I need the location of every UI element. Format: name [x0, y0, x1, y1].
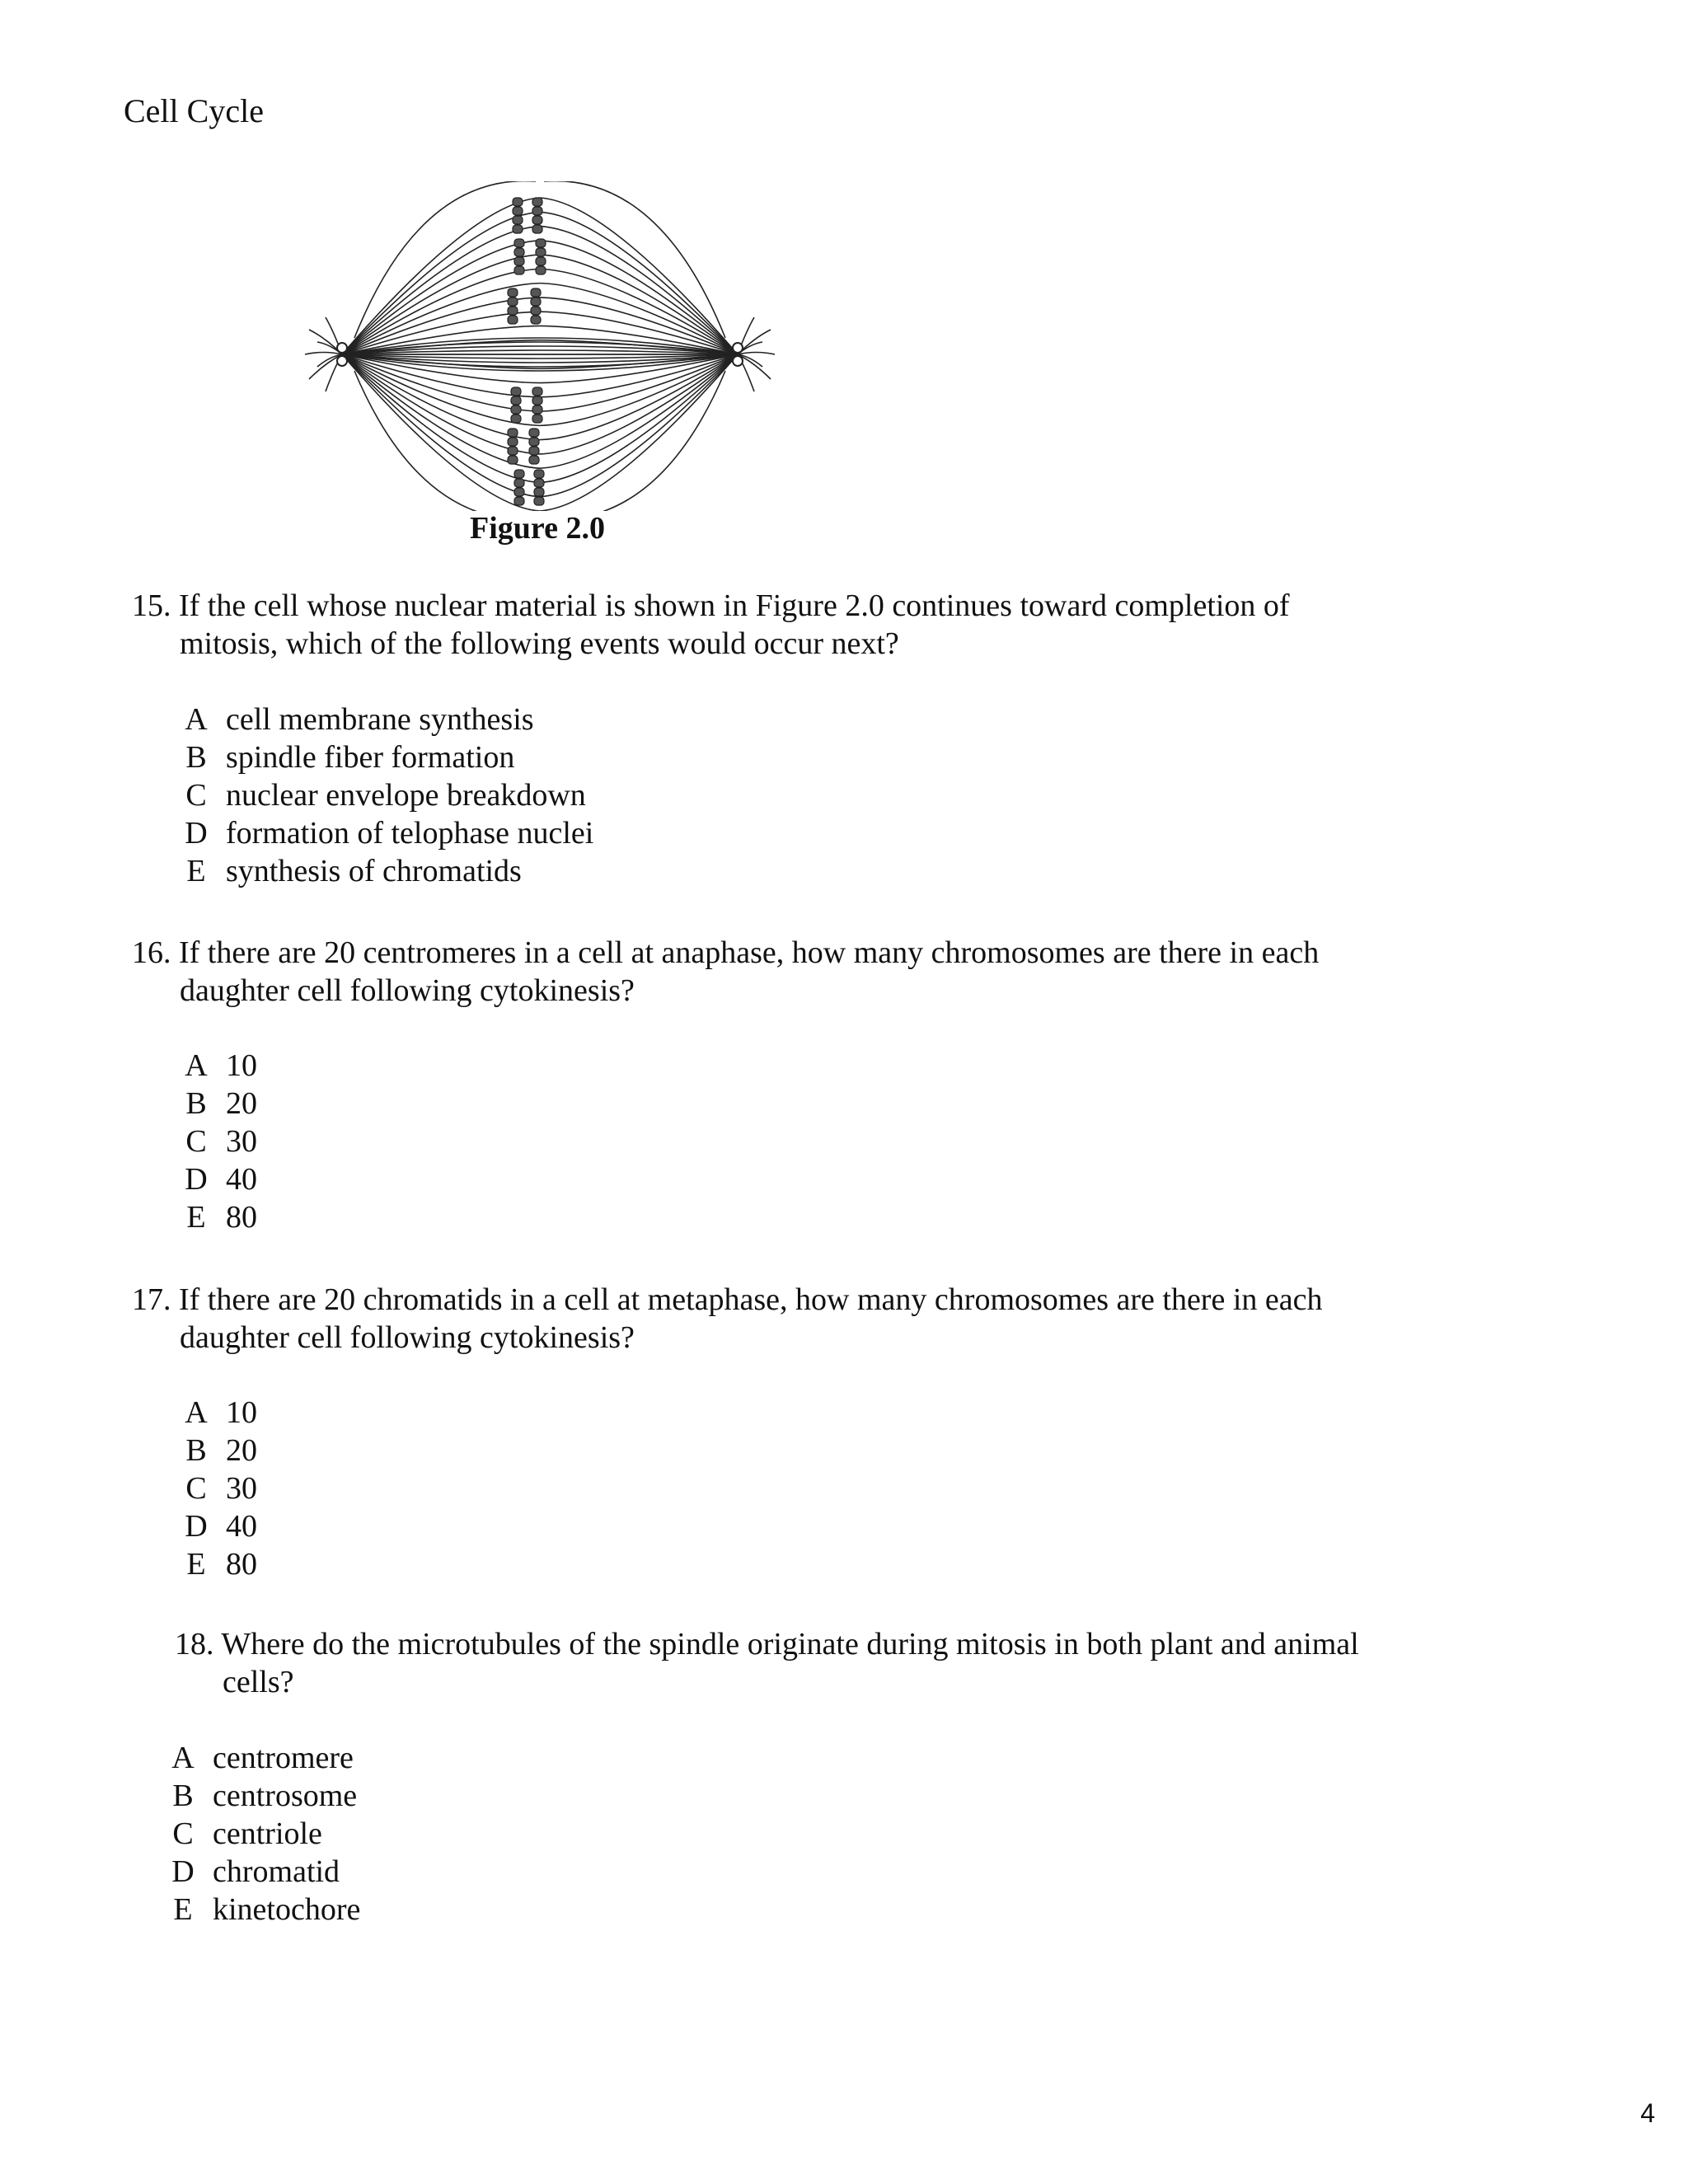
question-17	[132, 1281, 1322, 1357]
option-e[interactable]	[171, 1545, 257, 1583]
option-text: 40	[226, 1162, 257, 1197]
chromosome-segment	[532, 405, 542, 414]
chromosome-segment	[532, 387, 542, 396]
chromosome-segment	[534, 470, 544, 478]
chromosome-segment	[532, 396, 542, 405]
option-letter: B	[185, 1086, 207, 1121]
option-text: 10	[226, 1048, 257, 1083]
chromosome-segment	[508, 447, 518, 455]
chromosome-segment	[536, 239, 546, 247]
chromosome-segment	[514, 470, 524, 478]
option-text: 30	[226, 1124, 257, 1159]
spindle-fiber	[540, 354, 738, 425]
option-a[interactable]	[171, 1047, 257, 1085]
option-text: kinetochore	[213, 1892, 361, 1927]
option-letter: C	[185, 778, 207, 813]
option-letter: D	[185, 1509, 208, 1544]
options-18	[158, 1739, 360, 1929]
option-d[interactable]	[171, 814, 593, 852]
chromosome-segment	[532, 225, 542, 233]
spindle-fiber	[540, 241, 738, 354]
chromosome-segment	[513, 216, 523, 224]
question-number: 17.	[132, 1282, 171, 1317]
option-e[interactable]	[158, 1891, 360, 1929]
option-b[interactable]	[171, 1432, 257, 1469]
option-letter: A	[171, 1741, 195, 1775]
question-text-line: mitosis, which of the following events would occur next?	[180, 626, 899, 661]
chromosome-segment	[536, 248, 546, 256]
chromosome-segment	[508, 429, 518, 437]
chromosome-segment	[511, 415, 521, 423]
option-letter: B	[185, 740, 207, 775]
option-letter: C	[185, 1471, 207, 1506]
options-15	[171, 701, 593, 890]
options-17	[171, 1394, 257, 1583]
options-16	[171, 1047, 257, 1236]
option-text: formation of telophase nuclei	[226, 816, 594, 851]
option-e[interactable]	[171, 1198, 257, 1236]
chromosome-segment	[508, 288, 518, 297]
figure-caption: Figure 2.0	[470, 511, 605, 546]
option-text: spindle fiber formation	[226, 740, 515, 775]
option-e[interactable]	[171, 852, 593, 890]
option-c[interactable]	[171, 1122, 257, 1160]
spindle-fiber	[540, 354, 738, 468]
question-text-line: cells?	[223, 1665, 294, 1699]
figure-mitotic-spindle	[297, 181, 775, 511]
option-letter: E	[173, 1892, 193, 1927]
chromosome-segment	[529, 447, 539, 455]
option-text: 80	[226, 1200, 257, 1235]
spindle-fiber	[342, 354, 540, 425]
chromosome-segment	[532, 198, 542, 206]
chromosome-segment	[508, 456, 518, 464]
chromosome-segment	[534, 479, 544, 487]
option-text: centriole	[213, 1816, 322, 1851]
chromosome-segment	[514, 257, 524, 265]
chromosome-segment	[511, 396, 521, 405]
option-c[interactable]	[171, 1469, 257, 1507]
question-18	[175, 1625, 1359, 1701]
page-number: 4	[1640, 2098, 1655, 2128]
option-c[interactable]	[171, 776, 593, 814]
chromosome-segment	[514, 239, 524, 247]
option-text: 40	[226, 1509, 257, 1544]
chromosome-segment	[514, 479, 524, 487]
chromosome-segment	[529, 429, 539, 437]
question-number: 15.	[132, 588, 171, 623]
option-text: synthesis of chromatids	[226, 854, 522, 888]
chromosome-segment	[514, 497, 524, 505]
chromosome-segment	[514, 248, 524, 256]
option-letter: C	[172, 1816, 194, 1851]
option-b[interactable]	[158, 1777, 360, 1815]
question-number: 18.	[175, 1627, 214, 1661]
spindle-fiber	[540, 284, 738, 354]
option-text: 20	[226, 1086, 257, 1121]
option-letter: A	[185, 702, 208, 737]
chromosome-segment	[531, 316, 541, 324]
option-d[interactable]	[171, 1507, 257, 1545]
chromosome-segment	[508, 298, 518, 306]
option-letter: C	[185, 1124, 207, 1159]
option-text: 30	[226, 1471, 257, 1506]
chromosome-segment	[532, 216, 542, 224]
option-text: chromatid	[213, 1854, 340, 1889]
option-letter: A	[185, 1395, 208, 1430]
centriole	[337, 343, 347, 353]
option-text: nuclear envelope breakdown	[226, 778, 586, 813]
chromosome-segment	[534, 488, 544, 496]
option-letter: B	[185, 1433, 207, 1468]
option-letter: D	[185, 1162, 208, 1197]
chromosome-segment	[536, 257, 546, 265]
option-letter: E	[186, 1547, 206, 1582]
section-header: Cell Cycle	[124, 92, 264, 129]
question-number: 16.	[132, 935, 171, 970]
chromosome-segment	[531, 307, 541, 315]
question-text-line: daughter cell following cytokinesis?	[180, 1320, 635, 1355]
chromosome-segment	[508, 438, 518, 446]
chromosome-segment	[508, 307, 518, 315]
chromosome-segment	[511, 387, 521, 396]
chromosome-segment	[513, 225, 523, 233]
chromosome-segment	[536, 266, 546, 274]
question-text-line: If there are 20 centromeres in a cell at anaphase, how many chromosomes are there in each	[179, 935, 1320, 970]
chromosome-segment	[508, 316, 518, 324]
question-15	[132, 587, 1290, 663]
option-b[interactable]	[171, 738, 593, 776]
chromosome-segment	[513, 207, 523, 215]
chromosome-segment	[534, 497, 544, 505]
option-text: 10	[226, 1395, 257, 1430]
centriole	[337, 356, 347, 366]
chromosome-segment	[513, 198, 523, 206]
question-text-line: daughter cell following cytokinesis?	[180, 973, 635, 1008]
option-text: cell membrane synthesis	[226, 702, 534, 737]
option-a[interactable]	[158, 1739, 360, 1777]
question-16	[132, 934, 1319, 1010]
option-letter: E	[186, 1200, 206, 1235]
mitotic-spindle-icon	[297, 181, 775, 511]
chromosome-segment	[529, 438, 539, 446]
centriole	[733, 343, 743, 353]
chromosome-segment	[529, 456, 539, 464]
option-letter: B	[172, 1779, 194, 1813]
option-d[interactable]	[158, 1853, 360, 1891]
option-letter: E	[186, 854, 206, 888]
option-letter: D	[171, 1854, 195, 1889]
chromosome-segment	[514, 266, 524, 274]
option-text: 80	[226, 1547, 257, 1582]
question-text-line: If the cell whose nuclear material is shown in Figure 2.0 continues toward completion of	[179, 588, 1290, 623]
option-text: 20	[226, 1433, 257, 1468]
option-d[interactable]	[171, 1160, 257, 1198]
option-c[interactable]	[158, 1815, 360, 1853]
centriole	[733, 356, 743, 366]
astral-ray	[738, 353, 775, 355]
option-text: centrosome	[213, 1779, 358, 1813]
chromosome-segment	[511, 405, 521, 414]
option-letter: A	[185, 1048, 208, 1083]
option-a[interactable]	[171, 1394, 257, 1432]
question-text-line: If there are 20 chromatids in a cell at metaphase, how many chromosomes are there in each	[179, 1282, 1323, 1317]
option-letter: D	[185, 816, 208, 851]
chromosome-segment	[532, 415, 542, 423]
chromosome-segment	[531, 298, 541, 306]
chromosome-segment	[514, 488, 524, 496]
option-a[interactable]	[171, 701, 593, 738]
chromosome-segment	[531, 288, 541, 297]
option-b[interactable]	[171, 1085, 257, 1122]
chromosome-segment	[532, 207, 542, 215]
option-text: centromere	[213, 1741, 354, 1775]
question-text-line: Where do the microtubules of the spindle originate during mitosis in both plant and animal	[221, 1627, 1359, 1661]
astral-ray	[305, 353, 342, 355]
